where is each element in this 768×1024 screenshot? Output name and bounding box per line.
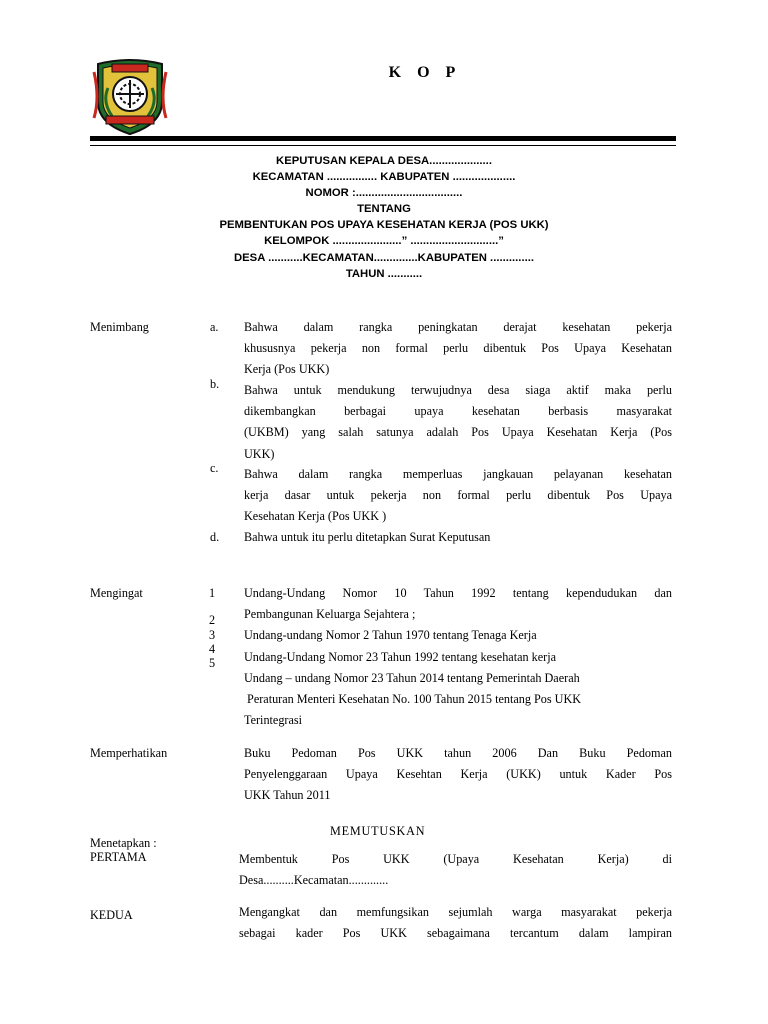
memperhatikan-text: Buku Pedoman Pos UKK tahun 2006 Dan Buku Pedoman Penyelenggaraan Upaya Kesehtan Kerja (UKK) untuk Kader Pos UKK Tahun 2011: [244, 746, 672, 803]
list-number: 5: [209, 656, 216, 670]
kop-title: K O P: [388, 64, 462, 81]
label-pertama: PERTAMA: [90, 850, 147, 864]
section-label-mengingat: Mengingat: [90, 586, 143, 600]
menimbang-item-b: Bahwa untuk mendukung terwujudnya desa siaga aktif maka perlu dikembangkan berbagai upaya kesehatan berbasis masyarakat (UKBM) yang salah satunya adalah Pos Upaya Kesehatan Kerja (Pos UKK): [244, 383, 672, 461]
heading-line: TAHUN ...........: [345, 267, 423, 280]
decree-heading: [150, 153, 618, 282]
heading-line: NOMOR :..................................: [305, 187, 463, 200]
letterhead-rule-thick: [90, 136, 676, 141]
section-label-memperhatikan: Memperhatikan: [90, 746, 168, 760]
item-marker: c.: [210, 461, 219, 475]
menimbang-item-c: Bahwa dalam rangka memperluas jangkauan pelayanan kesehatan kerja dasar untuk pekerja non formal perlu dibentuk Pos Upaya Kesehatan Kerja (Pos UKK ): [244, 467, 672, 524]
label-kedua: KEDUA: [90, 908, 133, 922]
section-label-menetapkan: Menetapkan :: [90, 836, 157, 850]
item-marker: a.: [210, 320, 219, 334]
regency-crest-logo: [90, 58, 170, 136]
memutuskan-heading: MEMUTUSKAN: [330, 824, 426, 838]
list-number: 2: [209, 613, 216, 627]
heading-line: KELOMPOK ......................” ............................”: [264, 235, 504, 248]
list-number: 1: [209, 586, 216, 600]
heading-line: TENTANG: [357, 203, 411, 216]
section-label-menimbang: Menimbang: [90, 320, 149, 334]
pertama-text: Membentuk Pos UKK (Upaya Kesehatan Kerja) di Desa..........Kecamatan.............: [239, 852, 672, 888]
list-number: 3: [209, 628, 216, 642]
heading-line: DESA ...........KECAMATAN..............KABUPATEN ..............: [233, 251, 534, 264]
menimbang-item-d: Bahwa untuk itu perlu ditetapkan Surat Keputusan: [244, 530, 491, 544]
heading-line: KECAMATAN ................ KABUPATEN ....................: [252, 171, 516, 184]
menimbang-item-a: Bahwa dalam rangka peningkatan derajat kesehatan pekerja khususnya pekerja non formal perlu dibentuk Pos Upaya Kesehatan Kerja (Pos UKK): [244, 320, 672, 377]
mengingat-list: Undang-Undang Nomor 10 Tahun 1992 tentang kependudukan dan Pembangunan Keluarga Sejahtera ; Undang-undang Nomor 2 Tahun 1970 tentang Tenaga Kerja Undang-Undang Nomor 23 Tahun 1992 tentang kesehatan kerja Undang – undang Nomor 23 Tahun 2014 tentang Pemerintah Daerah Peraturan Menteri Kesehatan No. 100 Tahun 2015 tentang Pos UKK Terintegrasi: [244, 586, 672, 728]
kedua-text: Mengangkat dan memfungsikan sejumlah warga masyarakat pekerja sebagai kader Pos UKK sebagaimana tercantum dalam lampiran: [239, 905, 672, 941]
item-marker: d.: [210, 530, 220, 544]
item-marker: b.: [210, 377, 220, 391]
list-number: 4: [209, 642, 216, 656]
letterhead-rule-thin: [90, 145, 676, 146]
heading-line: KEPUTUSAN KEPALA DESA....................: [276, 155, 492, 167]
heading-line: PEMBENTUKAN POS UPAYA KESEHATAN KERJA (POS UKK): [219, 219, 549, 232]
